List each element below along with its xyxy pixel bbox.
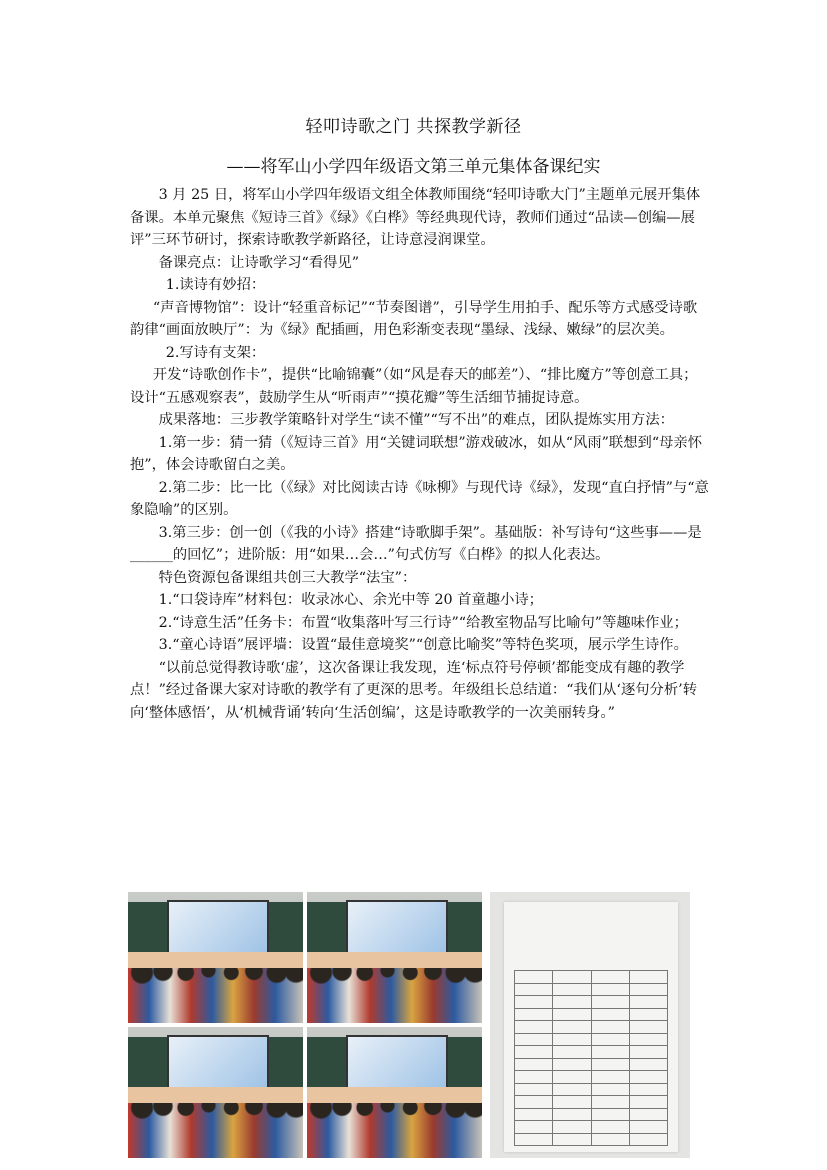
photo-collage [128,892,482,1158]
table-cell [553,1083,591,1096]
paragraph: 3.“童心诗语”展评墙：设置“最佳意境奖”“创意比喻奖”等特色奖项，展示学生诗作。 [158,637,688,653]
table-cell [515,1108,553,1121]
table-cell [591,1021,629,1034]
table-cell [629,1071,667,1084]
table-cell [553,983,591,996]
paragraph: 1.“口袋诗库”材料包：收录冰心、余光中等 20 首童趣小诗； [158,592,543,608]
paragraph: 2.写诗有支架： [165,344,266,361]
table-cell [591,996,629,1009]
table-cell [591,1108,629,1121]
table-cell [553,1021,591,1034]
table-cell [553,971,591,984]
table-row [515,1071,668,1084]
table-row [515,1021,668,1034]
table-row [515,971,668,984]
table-cell [515,1033,553,1046]
paragraph: 2.“诗意生活”任务卡：布置“收集落叶写三行诗”“给教室物品写比喻句”等趣味作业； [158,614,688,631]
sign-in-sheet-paper [504,902,678,1152]
table-cell [629,1096,667,1109]
table-cell [515,1058,553,1071]
paragraph: “声音博物馆”：设计“轻重音标记”“节奏图谱”，引导学生用拍手、配乐等方式感受诗歌韵律“画面放映厅”：为《绿》配插画，用色彩渐变表现“墨绿、浅绿、嫩绿”的层次美。 [130,299,698,338]
table-cell [553,1071,591,1084]
table-cell [591,1071,629,1084]
table-cell [515,1133,553,1146]
table-cell [591,1133,629,1146]
table-cell [515,1046,553,1059]
class-photo [307,1027,482,1158]
paragraph: 特色资源包备课组共创三大教学“法宝”： [158,569,417,586]
table-cell [629,1108,667,1121]
table-cell [591,971,629,984]
table-cell [515,1096,553,1109]
table-cell [515,996,553,1009]
paragraph: 3 月 25 日，将军山小学四年级语文组全体教师围绕“轻叩诗歌大门”主题单元展开集体备课。本单元聚焦《短诗三首》《绿》《白桦》等经典现代诗，教师们通过“品读—创编—展评”三环节研讨，探索诗歌教学新路径，让诗意浸润课堂。 [130,187,701,248]
table-cell [515,1071,553,1084]
table-cell [629,971,667,984]
article-subtitle: ——将军山小学四年级语文第三单元集体备课纪实 [226,157,601,177]
table-row [515,1121,668,1134]
table-row [515,1096,668,1109]
table-row [515,1058,668,1071]
paragraph: 2.第二步：比一比（《绿》对比阅读古诗《咏柳》与现代诗《绿》，发现“直白抒情”与“意象隐喻”的区别。 [130,479,709,518]
table-cell [553,1008,591,1021]
table-row [515,1108,668,1121]
table-cell [591,983,629,996]
sign-in-table [514,970,668,1146]
table-cell [629,1133,667,1146]
table-cell [515,1121,553,1134]
table-cell [629,1083,667,1096]
table-cell [553,1058,591,1071]
paragraph: 3.第三步：创一创（《我的小诗》搭建“诗歌脚手架”。基础版：补写诗句“这些事——是______的回忆”；进阶版：用“如果…会…”句式仿写《白桦》的拟人化表达。 [130,524,702,563]
paragraph: 开发“诗歌创作卡”，提供“比喻锦囊”（如“风是春天的邮差”）、“排比魔方”等创意工具；设计“五感观察表”，鼓励学生从“听雨声”“摸花瓣”等生活细节捕捉诗意。 [130,367,698,406]
table-cell [553,1096,591,1109]
table-cell [629,983,667,996]
table-cell [553,996,591,1009]
table-cell [629,1058,667,1071]
table-cell [591,1033,629,1046]
table-row [515,1133,668,1146]
table-cell [629,1046,667,1059]
table-cell [515,971,553,984]
table-cell [553,1108,591,1121]
table-cell [553,1046,591,1059]
table-row [515,1083,668,1096]
table-cell [515,1008,553,1021]
table-row [515,996,668,1009]
table-cell [515,1083,553,1096]
paragraph: 1.第一步：猜一猜（《短诗三首》用“关键词联想”游戏破冰，如从“风雨”联想到“母亲怀抱”，体会诗歌留白之美。 [130,434,703,473]
class-photo [307,892,482,1023]
table-cell [515,1021,553,1034]
class-photo [128,892,303,1023]
article-body [130,184,710,724]
sign-in-sheet-photo [490,892,690,1158]
table-cell [591,1058,629,1071]
table-cell [515,983,553,996]
table-row [515,983,668,996]
table-row [515,1046,668,1059]
table-row [515,1008,668,1021]
table-cell [591,1121,629,1134]
table-cell [591,1096,629,1109]
table-cell [591,1083,629,1096]
article-title: 轻叩诗歌之门 共探教学新径 [305,117,522,137]
table-cell [629,1033,667,1046]
class-photo [128,1027,303,1158]
paragraph: 1.读诗有妙招： [165,277,266,293]
table-row [515,1033,668,1046]
table-cell [553,1033,591,1046]
table-cell [591,1046,629,1059]
paragraph: “以前总觉得教诗歌‘虚’，这次备课让我发现，连‘标点符号停顿’都能变成有趣的教学点！”经过备课大家对诗歌的教学有了更深的思考。年级组长总结道：“我们从‘逐句分析’转向‘整体感悟’，从‘机械背诵’转向‘生活创编’，这是诗歌教学的一次美丽转身。” [130,659,697,721]
table-cell [629,1021,667,1034]
paragraph: 成果落地：三步教学策略针对学生“读不懂”“写不出”的难点，团队提炼实用方法： [158,412,674,428]
table-cell [553,1133,591,1146]
table-cell [553,1121,591,1134]
table-cell [629,996,667,1009]
table-cell [629,1008,667,1021]
paragraph: 备课亮点：让诗歌学习“看得见” [158,254,360,271]
table-cell [591,1008,629,1021]
table-cell [629,1121,667,1134]
